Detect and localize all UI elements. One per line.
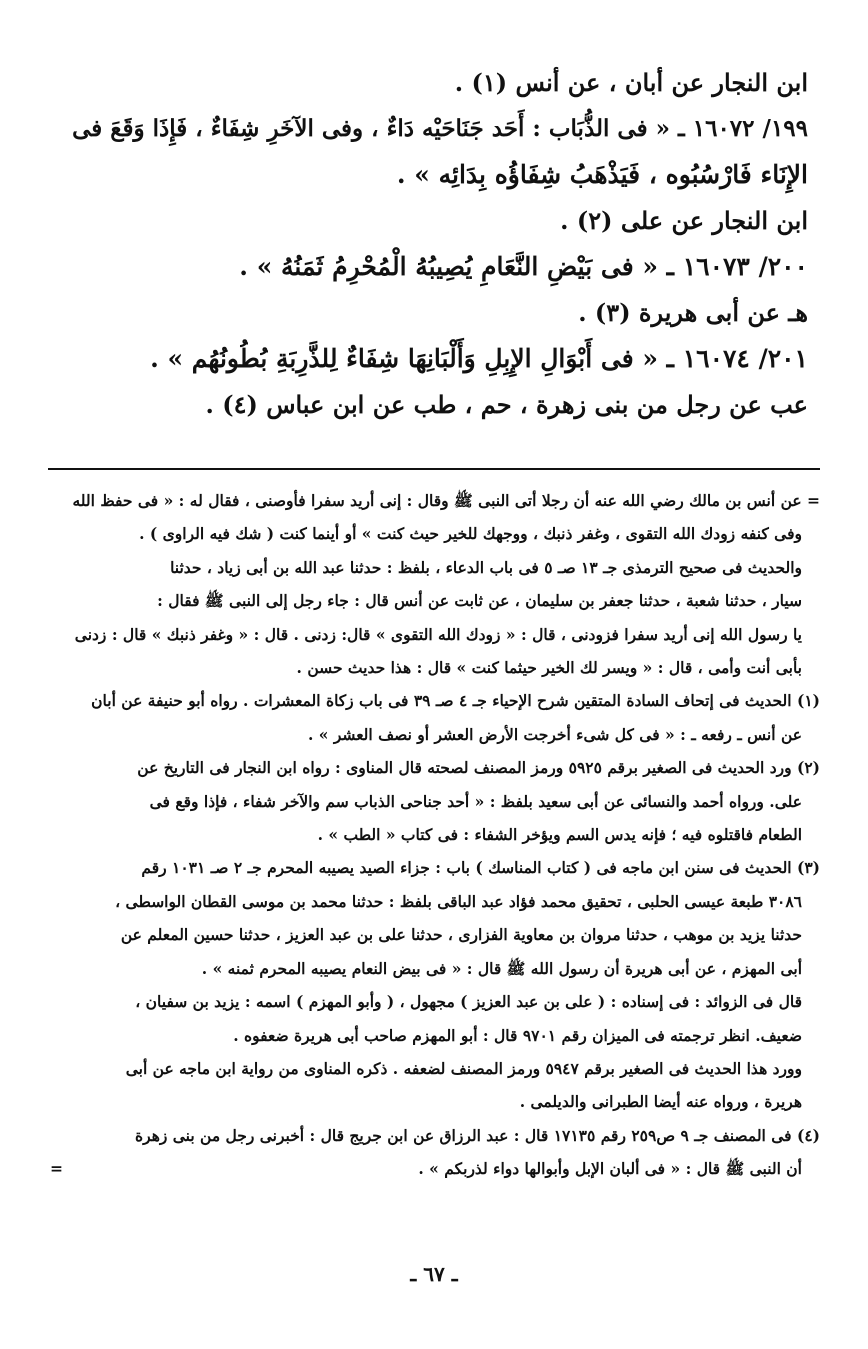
footnote-line: عن أنس ـ رفعه ـ : « فى كل شىء أخرجت الأرض العشر أو نصف العشر » . [307,724,802,744]
footnote-line: والحديث فى صحيح الترمذى جـ ١٣ صـ ٥ فى باب الدعاء ، بلفظ : حدثنا عبد الله بن أبى زياد ، حدثنا [170,557,802,577]
footnote-line: بأبى أنت وأمى ، قال : « ويسر لك الخير حيثما كنت » قال : هذا حديث حسن . [296,658,802,678]
source-line: ابن النجار عن أبان ، عن أنس (١) . [454,68,808,97]
footnote-4: (٤) فى المصنف جـ ٩ ص٢٥٩ رقم ١٧١٣٥ قال : عبد الرزاق عن ابن جريج قال : أخبرنى رجل من بنى زهرة [135,1125,820,1145]
footnote-line: ضعيف. انظر ترجمته فى الميزان رقم ٩٧٠١ قال : أبو المهزم صاحب أبى هريرة ضعفوه . [233,1025,802,1045]
footnotes [40,484,820,1186]
footnote-line: الطعام فاقتلوه فيه ؛ فإنه يدس السم ويؤخر الشفاء : فى كتاب « الطب » . [317,825,802,845]
footnote-line: ٣٠٨٦ طبعة عيسى الحلبى ، تحقيق محمد فؤاد عبد الباقى بلفظ : حدثنا محمد بن موسى القطان الواسطى ، [115,891,802,911]
footnote-line: = عن أنس بن مالك رضي الله عنه أن رجلا أتى النبى ﷺ وقال : إنى أريد سفرا فأوصنى ، فقال له : « فى حفظ الله [72,491,820,510]
footnote-line: على. ورواه أحمد والنسائى عن أبى سعيد بلفظ : « أحد جناحى الذباب سم والآخر شفاء ، فإذا وقع فى [149,791,802,811]
source-line: ابن النجار عن على (٢) . [560,206,808,235]
footnote-line: هريرة ، ورواه عنه أيضا الطبرانى والديلمى . [519,1092,802,1112]
source-line: عب عن رجل من بنى زهرة ، حم ، طب عن ابن عباس (٤) . [205,390,808,419]
footnote-3: (٣) الحديث فى سنن ابن ماجه فى ( كتاب المناسك ) باب : جزاء الصيد يصيبه المحرم جـ ٢ صـ ١٠٣١ رقم [141,858,820,878]
footnote-line: قال فى الزوائد : فى إسناده : ( على بن عبد العزيز ) مجهول ، ( وأبو المهزم ) اسمه : يزيد بن سفيان ، [135,992,802,1012]
page-number: ـ ٦٧ ـ [410,1262,458,1286]
footnote-text: أن النبى ﷺ قال : « فى ألبان الإبل وأبوالها دواء لذربكم » . [418,1159,802,1179]
footnote-line: أبى المهزم ، عن أبى هريرة أن رسول الله ﷺ قال : « فى بيض النعام يصيبه المحرم ثمنه » . [201,958,802,978]
main-text [60,60,808,428]
footnote-line: يا رسول الله إنى أريد سفرا فزودنى ، قال : « زودك الله التقوى » قال: زدنى . قال : « وغفر ذنبك » قال : زدنى [74,624,802,644]
footnote-line: حدثنا يزيد بن موهب ، حدثنا مروان بن معاوية الفزارى ، حدثنا على بن عبد العزيز ، حدثنا حسين المعلم عن [120,925,802,945]
footnote-line: وورد هذا الحديث فى الصغير برقم ٥٩٤٧ ورمز المصنف لضعفه . ذكره المناوى من رواية ابن ماجه عن أبى [125,1058,802,1078]
hadith-200: ٢٠٠/ ١٦٠٧٣ ـ « فى بَيْضِ النَّعَامِ يُصِيبُهُ الْمُحْرِمُ ثَمَنُهُ » . [239,252,808,281]
footnote-line: سيار ، حدثنا شعبة ، حدثنا جعفر بن سليمان ، عن ثابت عن أنس قال : جاء رجل إلى النبى ﷺ فقال : [157,591,802,611]
continuation-mark: = [50,1159,63,1179]
hadith-199-line-1: ١٩٩/ ١٦٠٧٢ ـ « فى الذُّبَاب : أَحَد جَنَاحَيْه دَاءٌ ، وفى الآخَرِ شِفَاءٌ ، فَإِذَا وَقَعَ فى [72,115,808,142]
footnote-line-last [40,1152,820,1185]
footnote-line: وفى كنفه زودك الله التقوى ، وغفر ذنبك ، ووجهك للخير حيث كنت » أو أينما كنت ( شك فيه الراوى ) . [139,524,802,544]
footnote-2: (٢) ورد الحديث فى الصغير برقم ٥٩٢٥ ورمز المصنف لصحته قال المناوى : رواه ابن النجار فى التاريخ عن [137,758,820,778]
hadith-201: ٢٠١/ ١٦٠٧٤ ـ « فى أَبْوَالِ الإِبِلِ وَأَلْبَانِهَا شِفَاءٌ لِلذَّرِبَةِ بُطُونُهُم » . [150,344,808,373]
hadith-199-line-2: الإِنَاء فَارْسُبُوه ، فَيَذْهَبُ شِفَاؤُه بِدَائِه » . [396,160,808,189]
footnote-divider [48,468,820,470]
source-line: هـ عن أبى هريرة (٣) . [578,298,808,327]
footnote-1: (١) الحديث فى إتحاف السادة المتقين شرح الإحياء جـ ٤ صـ ٣٩ فى باب زكاة المعشرات . رواه أبو حنيفة عن أبان [91,691,820,711]
